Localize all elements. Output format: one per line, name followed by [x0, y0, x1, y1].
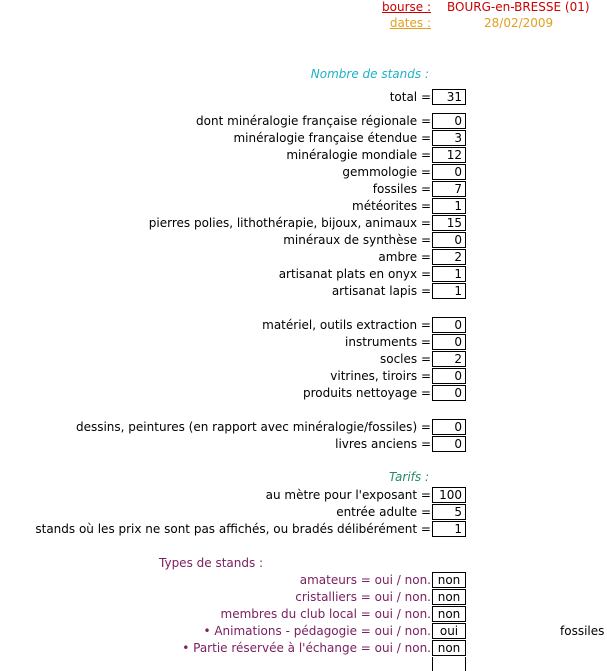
group1-value: 3 — [432, 130, 466, 146]
group3-value: 0 — [432, 419, 466, 435]
group1-row — [0, 215, 607, 232]
group1-row — [0, 130, 607, 147]
types-value: oui — [432, 623, 466, 639]
group1-value: 15 — [432, 215, 466, 231]
types-row — [0, 640, 607, 657]
types-row — [0, 572, 607, 589]
group1-value: 7 — [432, 181, 466, 197]
group1-label: artisanat plats en onyx = — [278, 267, 431, 281]
bourse-label[interactable]: bourse : — [382, 0, 431, 14]
group3-label: dessins, peintures (en rapport avec minéralogie/fossiles) = — [75, 420, 431, 434]
group2-label: produits nettoyage = — [302, 386, 431, 400]
group1-value: 1 — [432, 266, 466, 282]
group2-value: 0 — [432, 317, 466, 333]
group1-row — [0, 198, 607, 215]
group1-row — [0, 283, 607, 300]
group2-label: instruments = — [345, 335, 431, 349]
group2-row — [0, 334, 607, 351]
types-value: non — [432, 640, 466, 656]
types-value: non — [432, 589, 466, 605]
group2-row — [0, 317, 607, 334]
group1-label: ambre = — [378, 250, 431, 264]
types-heading: Types de stands : — [159, 556, 264, 570]
group1-label: gemmologie = — [342, 165, 431, 179]
group2-row — [0, 385, 607, 402]
types-value: non — [432, 572, 466, 588]
tarifs-value: 5 — [432, 504, 466, 520]
group2-value: 0 — [432, 334, 466, 350]
tarifs-label: entrée adulte = — [336, 505, 431, 519]
stands-total-value: 31 — [432, 89, 466, 105]
group2-label: socles = — [379, 352, 431, 366]
tarifs-row — [0, 487, 607, 504]
group1-row — [0, 164, 607, 181]
group2-label: matériel, outils extraction = — [262, 318, 431, 332]
types-row — [0, 623, 607, 640]
types-label: • Partie réservée à l'échange = oui / non. — [182, 641, 431, 655]
group2-label: vitrines, tiroirs = — [330, 369, 431, 383]
group3-row — [0, 436, 607, 453]
group2-value: 0 — [432, 385, 466, 401]
group1-label: fossiles = — [372, 182, 431, 196]
group1-value: 12 — [432, 147, 466, 163]
group3-row — [0, 419, 607, 436]
group1-label: minéralogie mondiale = — [286, 148, 431, 162]
group1-label: minéraux de synthèse = — [283, 233, 431, 247]
tarifs-heading: Tarifs : — [388, 470, 429, 484]
types-value: non — [432, 606, 466, 622]
group1-row — [0, 147, 607, 164]
tarifs-value: 1 — [432, 521, 466, 537]
tarifs-row — [0, 521, 607, 538]
types-row — [0, 589, 607, 606]
stands-total-row — [0, 89, 607, 106]
types-label: • Animations - pédagogie = oui / non. — [203, 624, 431, 638]
stands-heading: Nombre de stands : — [310, 67, 429, 81]
tarifs-label: stands où les prix ne sont pas affichés, ou bradés délibérément = — [35, 522, 431, 536]
types-label: amateurs = oui / non. — [299, 573, 431, 587]
bourse-value: BOURG-en-BRESSE (01) — [447, 0, 590, 14]
types-extra: fossiles — [560, 624, 605, 638]
group1-value: 2 — [432, 249, 466, 265]
empty-cell — [432, 657, 466, 671]
tarifs-row — [0, 504, 607, 521]
group1-value: 1 — [432, 283, 466, 299]
group1-row — [0, 113, 607, 130]
group3-label: livres anciens = — [335, 437, 431, 451]
group1-value: 0 — [432, 232, 466, 248]
group1-label: météorites = — [352, 199, 431, 213]
group1-value: 0 — [432, 164, 466, 180]
types-row — [0, 606, 607, 623]
group1-label: minéralogie française étendue = — [233, 131, 431, 145]
group1-value: 1 — [432, 198, 466, 214]
stands-total-label: total = — [389, 90, 431, 104]
tarifs-value: 100 — [432, 487, 466, 503]
types-label: cristalliers = oui / non. — [295, 590, 431, 604]
group1-row — [0, 266, 607, 283]
group1-row — [0, 181, 607, 198]
group1-value: 0 — [432, 113, 466, 129]
group2-value: 2 — [432, 351, 466, 367]
dates-label[interactable]: dates : — [389, 16, 431, 30]
group1-label: dont minéralogie française régionale = — [196, 114, 431, 128]
types-label: membres du club local = oui / non. — [220, 607, 431, 621]
group1-row — [0, 249, 607, 266]
tarifs-label: au mètre pour l'exposant = — [265, 488, 431, 502]
group2-value: 0 — [432, 368, 466, 384]
dates-value: 28/02/2009 — [484, 16, 554, 30]
group1-label: artisanat lapis = — [331, 284, 431, 298]
group1-row — [0, 232, 607, 249]
group2-row — [0, 351, 607, 368]
group3-value: 0 — [432, 436, 466, 452]
group1-label: pierres polies, lithothérapie, bijoux, animaux = — [148, 216, 431, 230]
group2-row — [0, 368, 607, 385]
